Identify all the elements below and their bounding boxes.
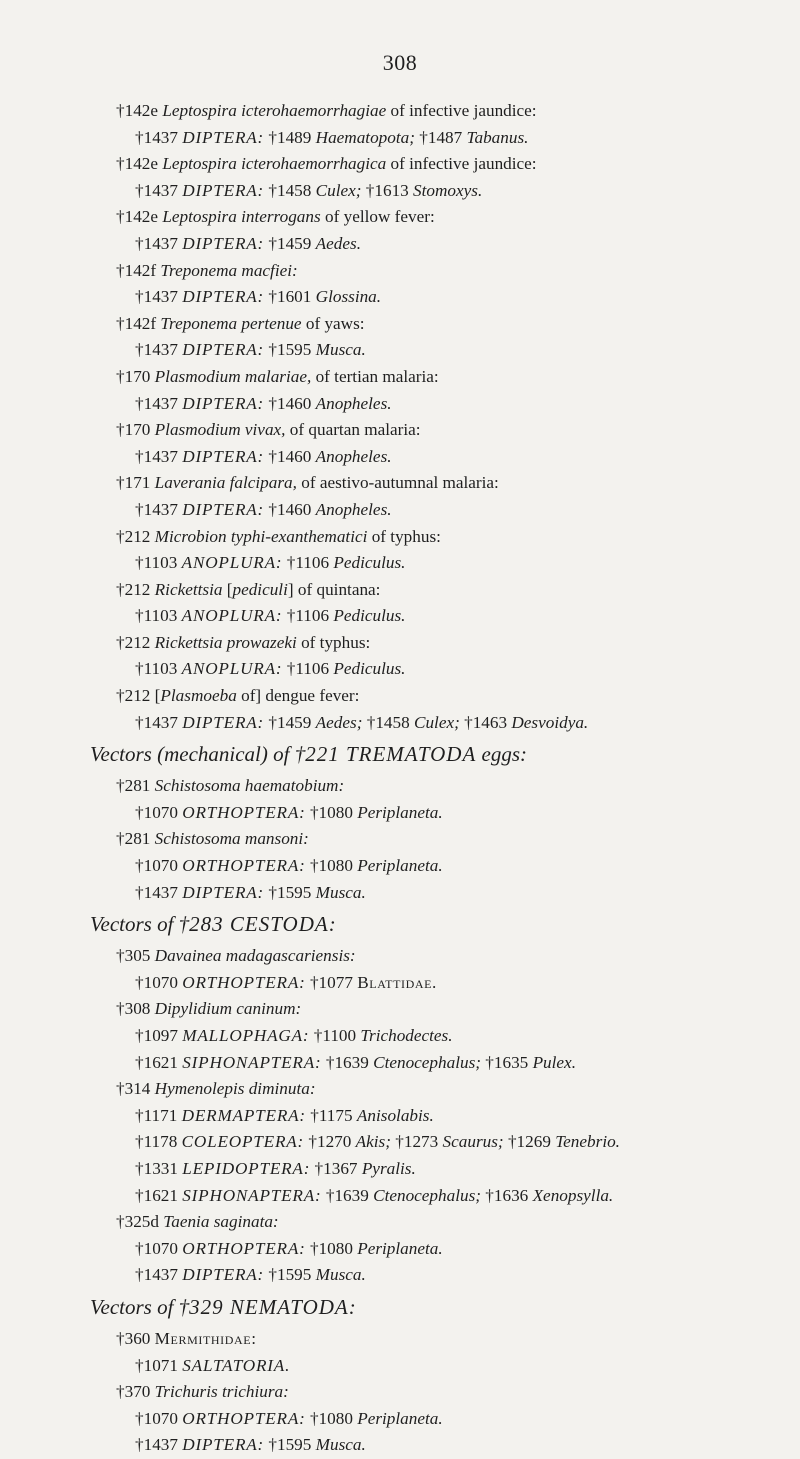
- text-run: †305: [116, 946, 155, 966]
- text-run: Pediculus.: [333, 553, 406, 573]
- text-run: Hymenolepis diminuta:: [154, 1079, 316, 1099]
- vector-line: [135, 550, 796, 577]
- parasite-line: [116, 417, 796, 444]
- text-run: †1171: [135, 1105, 182, 1125]
- page-number: 308: [382, 50, 418, 75]
- text-run: Plasmoeba: [160, 686, 237, 706]
- text-run: DIPTERA:: [182, 712, 265, 732]
- text-run: †1595: [264, 882, 316, 902]
- vector-line: [135, 800, 796, 827]
- text-run: †171: [116, 473, 155, 493]
- text-run: Periplaneta.: [357, 802, 443, 822]
- section-heading: [90, 1289, 796, 1326]
- text-run: †1437: [135, 287, 183, 307]
- vector-line: [135, 1050, 796, 1077]
- text-run: †1070: [135, 1238, 183, 1258]
- text-run: Schistosoma haematobium:: [154, 776, 345, 796]
- text-run: DIPTERA:: [182, 180, 265, 200]
- text-run: Musca.: [315, 882, 366, 902]
- text-run: †1437: [135, 1435, 183, 1455]
- text-run: of typhus:: [296, 632, 371, 652]
- text-run: †170: [116, 420, 155, 440]
- text-run: of yaws:: [301, 313, 365, 333]
- text-run: Anopheles.: [315, 393, 392, 413]
- text-run: †1437: [135, 180, 183, 200]
- text-run: †1437: [135, 446, 183, 466]
- text-run: †1459: [264, 712, 316, 732]
- text-run: Plasmodium vivax,: [154, 420, 286, 440]
- vector-line: [135, 125, 796, 152]
- text-run: Mermithidae:: [154, 1328, 257, 1348]
- text-run: †1639: [321, 1052, 374, 1072]
- text-run: †142e: [116, 101, 163, 120]
- vector-line: [135, 1103, 796, 1130]
- text-run: Stomoxys.: [413, 180, 483, 200]
- text-run: DIPTERA:: [182, 233, 265, 253]
- text-run: SIPHONAPTERA:: [182, 1185, 322, 1205]
- text-run: of] dengue fever:: [236, 686, 360, 706]
- vector-list: [90, 98, 796, 1459]
- parasite-line: [116, 683, 796, 710]
- text-run: †212 [: [116, 686, 161, 706]
- text-run: †1437: [135, 233, 183, 253]
- text-run: †1106: [282, 659, 334, 679]
- text-run: Vectors (: [90, 742, 165, 767]
- text-run: †1458: [264, 180, 316, 200]
- text-run: †1103: [135, 659, 182, 679]
- text-run: †1080: [305, 1238, 358, 1258]
- text-run: †1103: [135, 553, 182, 573]
- text-run: †1106: [282, 553, 334, 573]
- text-run: Leptospira icterohaemorrhagica: [162, 154, 387, 174]
- text-run: †1437: [135, 393, 183, 413]
- text-run: of aestivo-autumnal malaria:: [296, 473, 499, 493]
- text-run: †1595: [264, 1435, 316, 1455]
- text-run: †1080: [305, 1408, 358, 1428]
- text-run: DIPTERA:: [182, 499, 265, 519]
- text-run: Anopheles.: [315, 499, 392, 519]
- text-run: †1077: [305, 972, 358, 992]
- text-run: Ctenocephalus;: [373, 1052, 481, 1072]
- text-run: †325d: [116, 1212, 164, 1232]
- text-run: DERMAPTERA:: [181, 1105, 306, 1125]
- text-run: Leptospira interrogans: [162, 207, 321, 227]
- vector-line: [135, 1236, 796, 1263]
- text-run: †142e: [116, 207, 163, 227]
- text-run: of tertian malaria:: [311, 366, 439, 386]
- text-run: Anopheles.: [315, 446, 392, 466]
- text-run: Culex;: [413, 712, 460, 732]
- text-run: Musca.: [315, 1265, 366, 1285]
- vector-line: [135, 284, 796, 311]
- text-run: MALLOPHAGA:: [182, 1026, 310, 1045]
- parasite-line: [116, 943, 796, 970]
- text-run: Desvoidya.: [511, 712, 589, 732]
- text-run: 221 TREMATODA: [305, 742, 477, 767]
- text-run: †170: [116, 366, 155, 386]
- text-run: †1460: [264, 499, 316, 519]
- text-run: DIPTERA:: [182, 446, 265, 466]
- text-run: †1270: [304, 1132, 356, 1152]
- text-run: Pediculus.: [333, 659, 406, 679]
- text-run: Glossina.: [315, 287, 382, 307]
- text-run: †1437: [135, 340, 183, 360]
- text-run: Periplaneta.: [357, 1238, 443, 1258]
- text-run: ORTHOPTERA:: [182, 856, 306, 876]
- text-run: Davainea madagascariensis:: [154, 946, 356, 966]
- text-run: Laverania falcipara,: [154, 473, 297, 493]
- text-run: eggs:: [476, 742, 528, 767]
- text-run: ANOPLURA:: [181, 606, 283, 626]
- text-run: †212: [116, 632, 155, 652]
- text-run: †1100: [309, 1026, 361, 1045]
- text-run: Leptospira icterohaemorrhagiae: [162, 101, 387, 120]
- vector-line: [135, 231, 796, 258]
- text-run: 283 CESTODA: [189, 912, 329, 937]
- text-run: †1595: [264, 1265, 316, 1285]
- parasite-line: [116, 470, 796, 497]
- text-run: †1437: [135, 1265, 183, 1285]
- text-run: †1621: [135, 1185, 183, 1205]
- text-run: DIPTERA:: [182, 287, 265, 307]
- text-run: †1437: [135, 499, 183, 519]
- vector-line: [135, 1262, 796, 1289]
- text-run: Rickettsia prowazeki: [154, 632, 297, 652]
- text-run: of quartan malaria:: [285, 420, 421, 440]
- text-run: Vectors of †: [90, 1294, 190, 1319]
- text-run: †1635: [481, 1052, 533, 1072]
- text-run: Rickettsia: [154, 579, 223, 599]
- vector-line: [135, 1432, 796, 1459]
- vector-line: [135, 391, 796, 418]
- text-run: †1613: [361, 180, 414, 200]
- text-run: †212: [116, 579, 155, 599]
- parasite-line: [116, 826, 796, 853]
- text-run: †360: [116, 1328, 155, 1348]
- text-run: Dipylidium caninum:: [154, 999, 302, 1019]
- parasite-line: [116, 524, 796, 551]
- text-run: Schistosoma mansoni:: [154, 829, 309, 849]
- text-run: †1071: [135, 1355, 183, 1375]
- text-run: DIPTERA:: [182, 127, 265, 147]
- text-run: Culex;: [315, 180, 362, 200]
- vector-line: [135, 880, 796, 907]
- vector-line: [135, 178, 796, 205]
- text-run: †142e: [116, 154, 163, 174]
- text-run: Scaurus;: [442, 1132, 504, 1152]
- vector-line: [135, 603, 796, 630]
- text-run: Aedes.: [315, 233, 361, 253]
- text-run: :: [328, 912, 336, 937]
- text-run: †314: [116, 1079, 155, 1099]
- text-run: †1070: [135, 972, 183, 992]
- text-run: Pulex.: [532, 1052, 576, 1072]
- vector-line: [135, 853, 796, 880]
- parasite-line: [116, 98, 796, 125]
- text-run: pediculi: [232, 579, 288, 599]
- text-run: †1463: [459, 712, 512, 732]
- text-run: SIPHONAPTERA:: [182, 1052, 322, 1072]
- text-run: ] of quintana:: [287, 579, 381, 599]
- vector-line: [135, 970, 796, 997]
- text-run: of yellow fever:: [320, 207, 435, 227]
- text-run: †1070: [135, 856, 183, 876]
- text-run: †1269: [503, 1132, 556, 1152]
- text-run: †1080: [305, 802, 358, 822]
- text-run: †1331: [135, 1158, 183, 1178]
- text-run: ORTHOPTERA:: [182, 802, 306, 822]
- text-run: DIPTERA:: [182, 1265, 265, 1285]
- text-run: †1595: [264, 340, 316, 360]
- text-run: Tenebrio.: [555, 1132, 620, 1152]
- parasite-line: [116, 1076, 796, 1103]
- text-run: †281: [116, 776, 155, 796]
- text-run: †1639: [321, 1185, 374, 1205]
- parasite-line: [116, 1379, 796, 1406]
- text-run: †1437: [135, 127, 183, 147]
- text-run: [: [222, 579, 233, 599]
- text-run: †1097: [135, 1026, 183, 1045]
- parasite-line: [116, 996, 796, 1023]
- text-run: †1178: [135, 1132, 182, 1152]
- text-run: †1273: [390, 1132, 443, 1152]
- text-run: 329 NEMATODA: [189, 1294, 349, 1319]
- text-run: †308: [116, 999, 155, 1019]
- text-run: †1437: [135, 712, 183, 732]
- vector-line: [135, 710, 796, 737]
- text-run: †1437: [135, 882, 183, 902]
- text-run: Ctenocephalus;: [373, 1185, 481, 1205]
- text-run: ) of †: [260, 742, 306, 767]
- text-run: :: [348, 1294, 356, 1319]
- text-run: †281: [116, 829, 155, 849]
- text-run: of infective jaundice:: [386, 101, 537, 120]
- text-run: Trichuris trichiura:: [154, 1382, 289, 1402]
- text-run: Haematopota;: [315, 127, 415, 147]
- text-run: Musca.: [315, 1435, 366, 1455]
- text-run: †1601: [264, 287, 316, 307]
- text-run: of typhus:: [367, 526, 441, 546]
- text-run: Pyralis.: [361, 1158, 416, 1178]
- text-run: ORTHOPTERA:: [182, 1408, 306, 1428]
- text-run: †1636: [481, 1185, 533, 1205]
- text-run: †1459: [264, 233, 316, 253]
- vector-line: [135, 497, 796, 524]
- vector-line: [135, 1406, 796, 1433]
- text-run: †1487: [414, 127, 467, 147]
- parasite-line: [116, 258, 796, 285]
- text-run: †1103: [135, 606, 182, 626]
- text-run: †1080: [305, 856, 358, 876]
- text-run: Xenopsylla.: [532, 1185, 614, 1205]
- parasite-line: [116, 204, 796, 231]
- text-run: †1460: [264, 393, 316, 413]
- vector-line: [135, 1353, 796, 1380]
- text-run: SALTATORIA.: [182, 1355, 291, 1375]
- parasite-line: [116, 311, 796, 338]
- text-run: DIPTERA:: [182, 1435, 265, 1455]
- vector-line: [135, 1156, 796, 1183]
- text-run: †1489: [264, 127, 316, 147]
- text-run: Periplaneta.: [357, 1408, 443, 1428]
- text-run: of infective jaundice:: [386, 154, 537, 174]
- text-run: Trichodectes.: [360, 1026, 453, 1045]
- text-run: COLEOPTERA:: [181, 1132, 305, 1152]
- text-run: ORTHOPTERA:: [182, 1238, 306, 1258]
- text-run: DIPTERA:: [182, 882, 265, 902]
- text-run: Vectors of †: [90, 912, 190, 937]
- text-run: mechanical: [164, 742, 261, 767]
- text-run: Periplaneta.: [357, 856, 443, 876]
- text-run: †142f: [116, 260, 161, 280]
- vector-line: [135, 1023, 796, 1050]
- parasite-line: [116, 151, 796, 178]
- text-run: †1367: [310, 1158, 362, 1178]
- text-run: Treponema macfiei:: [160, 260, 298, 280]
- text-run: Plasmodium malariae,: [154, 366, 312, 386]
- text-run: Treponema pertenue: [160, 313, 302, 333]
- text-run: ANOPLURA:: [181, 659, 283, 679]
- vector-line: [135, 337, 796, 364]
- vector-line: [135, 1129, 796, 1156]
- parasite-line: [116, 364, 796, 391]
- parasite-line: [116, 630, 796, 657]
- vector-line: [135, 1183, 796, 1210]
- text-run: Microbion typhi-exanthematici: [154, 526, 368, 546]
- parasite-line: [116, 773, 796, 800]
- text-run: Pediculus.: [333, 606, 406, 626]
- text-run: Musca.: [315, 340, 366, 360]
- text-run: DIPTERA:: [182, 393, 265, 413]
- text-run: LEPIDOPTERA:: [182, 1158, 311, 1178]
- text-run: Anisolabis.: [356, 1105, 434, 1125]
- parasite-line: [116, 1326, 796, 1353]
- text-run: Blattidae.: [357, 972, 437, 992]
- vector-line: [135, 656, 796, 683]
- section-heading: [90, 736, 796, 773]
- text-run: Tabanus.: [466, 127, 529, 147]
- text-run: †212: [116, 526, 155, 546]
- vector-line: [135, 444, 796, 471]
- section-heading: [90, 906, 796, 943]
- text-run: †142f: [116, 313, 161, 333]
- text-run: ORTHOPTERA:: [182, 972, 306, 992]
- parasite-line: [116, 577, 796, 604]
- text-run: †1106: [282, 606, 334, 626]
- text-run: †1458: [362, 712, 414, 732]
- text-run: †1460: [264, 446, 316, 466]
- text-run: Taenia saginata:: [163, 1212, 279, 1232]
- text-run: †1070: [135, 1408, 183, 1428]
- parasite-line: [116, 1209, 796, 1236]
- text-run: ANOPLURA:: [181, 553, 283, 573]
- text-run: †1175: [305, 1105, 357, 1125]
- text-run: †370: [116, 1382, 155, 1402]
- text-run: DIPTERA:: [182, 340, 265, 360]
- text-run: Akis;: [355, 1132, 391, 1152]
- text-run: †1621: [135, 1052, 183, 1072]
- text-run: †1070: [135, 802, 183, 822]
- text-run: Aedes;: [315, 712, 363, 732]
